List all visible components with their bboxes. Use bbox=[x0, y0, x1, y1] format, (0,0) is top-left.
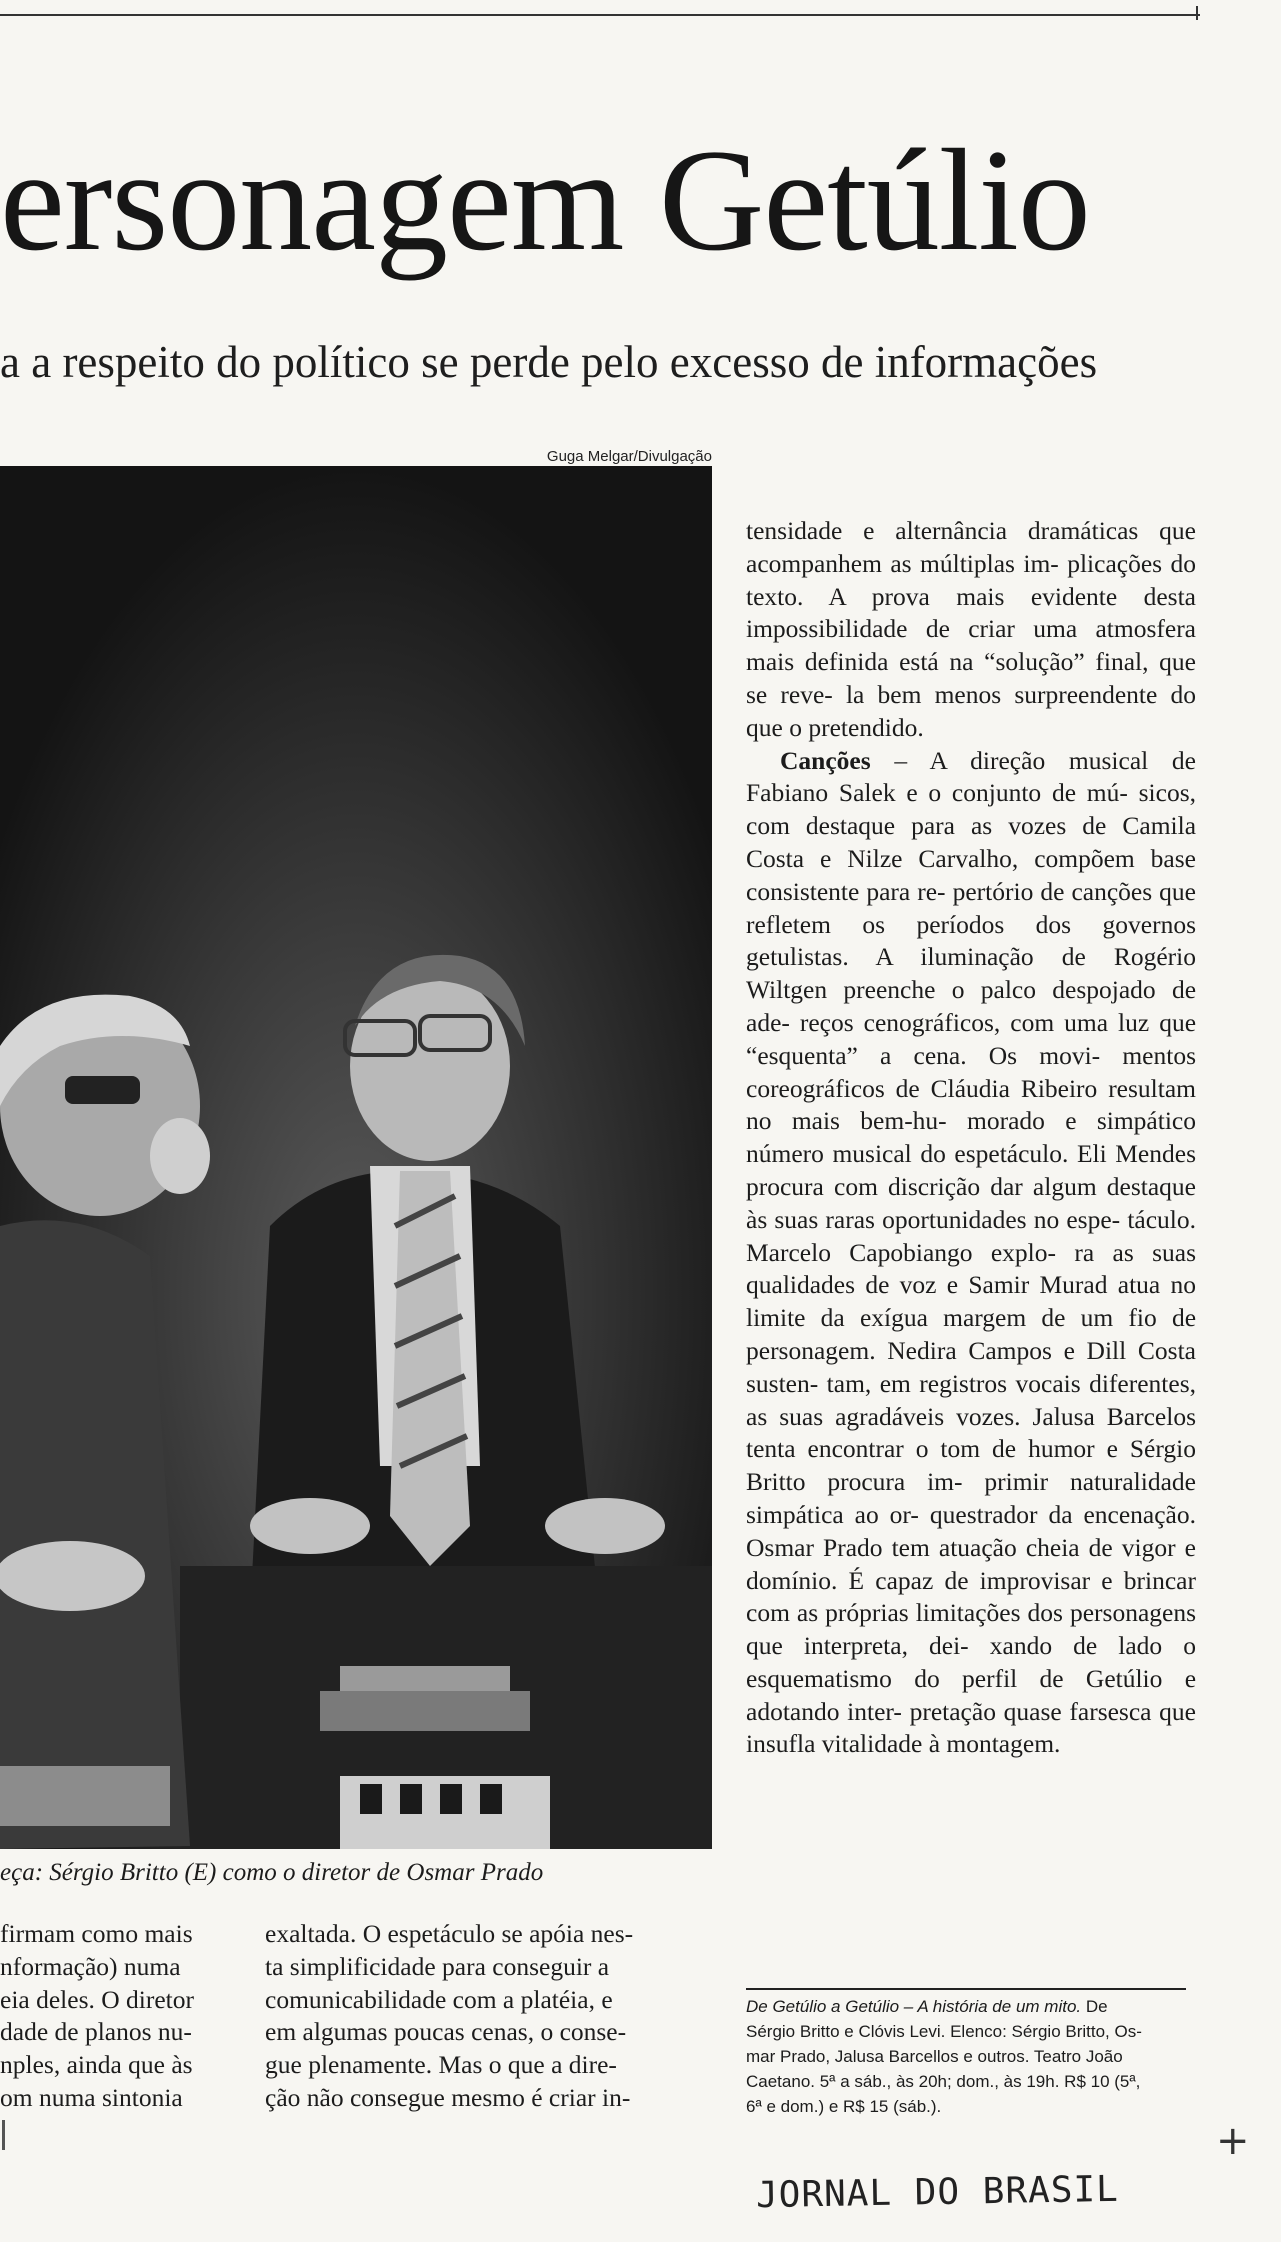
show-title: De Getúlio a Getúlio – A história de um mito. bbox=[746, 1997, 1082, 2016]
text-line: criar uma atmosfera mais definida bbox=[746, 614, 1197, 677]
text-line: domínio. É capaz de improvisar e bbox=[746, 1565, 1113, 1595]
text-line: Prado tem atuação cheia de vigor e bbox=[823, 1532, 1196, 1562]
text-line: firmam como mais bbox=[0, 1919, 193, 1948]
text-line: morado e simpático número musical bbox=[746, 1106, 1196, 1169]
text-line: de Camila Costa e Nilze Carvalho, bbox=[746, 811, 1197, 873]
text-line: tam, em registros vocais diferentes, bbox=[826, 1368, 1196, 1398]
text-line: do espetáculo. Eli Mendes procura bbox=[746, 1139, 1196, 1201]
text-line: dos personagens que interpreta, dei- bbox=[746, 1598, 1197, 1661]
text-line: vitalidade à montagem. bbox=[821, 1729, 1061, 1759]
article-right-column bbox=[746, 515, 1196, 1761]
text-line: primir naturalidade simpática ao or- bbox=[746, 1467, 1196, 1529]
text-line: questrador da encenação. Osmar bbox=[746, 1499, 1197, 1562]
text-line: reços cenográficos, com uma luz bbox=[799, 1007, 1150, 1037]
info-box-rule bbox=[746, 1988, 1186, 1990]
paragraph-2 bbox=[746, 745, 1196, 1762]
text-line: eia deles. O diretor bbox=[0, 1984, 195, 2014]
text-line: Barcelos tenta encontrar o tom de bbox=[746, 1401, 1196, 1464]
text-line: margem de um fio de personagem. bbox=[746, 1303, 1197, 1365]
text-line: ta simplificidade para conseguir a bbox=[265, 1951, 610, 1981]
text-line: ra as suas qualidades de voz e Samir bbox=[746, 1237, 1197, 1300]
top-rule-tick bbox=[1196, 6, 1198, 20]
article-bottom-middle-column bbox=[265, 1918, 705, 2115]
text-line: as suas agradáveis vozes. Jalusa bbox=[746, 1401, 1095, 1431]
text-line: sicos, com destaque para as vozes bbox=[746, 778, 1196, 841]
text-line: plicações do texto. A prova mais bbox=[746, 548, 1196, 611]
text-line: Nedira Campos e Dill Costa susten- bbox=[746, 1335, 1196, 1398]
text-line: que “esquenta” a cena. Os movi- bbox=[746, 1007, 1197, 1070]
section-subhead: Canções bbox=[780, 745, 871, 775]
text-line: evidente desta impossibilidade de bbox=[746, 581, 1196, 644]
article-photo bbox=[0, 466, 712, 1849]
text-line: De bbox=[1081, 1997, 1108, 2016]
text-line: períodos dos governos getulistas. A bbox=[746, 909, 1196, 972]
top-rule bbox=[0, 14, 1200, 16]
text-line: ção não consegue mesmo é criar in- bbox=[265, 2082, 631, 2112]
show-info-box bbox=[746, 1994, 1196, 2119]
text-line: tensidade e alternância dramáticas bbox=[746, 516, 1139, 545]
text-line: em algumas poucas cenas, o conse- bbox=[265, 2017, 627, 2047]
text-line: mar Prado, Jalusa Barcellos e outros. Teatro João bbox=[746, 2047, 1123, 2066]
text-line: Caetano. 5ª a sáb., às 20h; dom., às 19h. R$ 10 (5ª, bbox=[746, 2072, 1141, 2091]
handwritten-source: JORNAL DO BRASIL bbox=[755, 2168, 1120, 2217]
text-line: pertório de canções que refletem os bbox=[746, 876, 1196, 939]
page-mark: + bbox=[1216, 2118, 1250, 2164]
paragraph-1 bbox=[746, 515, 1196, 745]
text-line: brincar com as próprias limitações bbox=[746, 1565, 1196, 1628]
text-line: gue plenamente. Mas o que a dire- bbox=[265, 2050, 617, 2080]
text-line: Murad atua no limite da exígua bbox=[746, 1270, 1196, 1333]
margin-mark bbox=[2, 2120, 5, 2150]
text-line: com discrição dar algum destaque bbox=[834, 1171, 1197, 1201]
text-line: táculo. Marcelo Capobiango explo- bbox=[746, 1204, 1196, 1267]
text-line: compõem base consistente para re- bbox=[746, 843, 1196, 906]
text-line: xando de lado o esquematismo do bbox=[746, 1631, 1196, 1693]
text-line: Fabiano Salek e o conjunto de mú- bbox=[746, 778, 1128, 808]
text-line: o pretendido. bbox=[789, 712, 924, 742]
text-line: – A direção musical de bbox=[870, 745, 1196, 775]
article-bottom-left-column bbox=[0, 1918, 224, 2115]
headline: ersonagem Getúlio bbox=[0, 119, 1090, 281]
text-line: às suas raras oportunidades no espe- bbox=[746, 1204, 1121, 1234]
text-line: la bem menos surpreendente do que bbox=[746, 679, 1196, 742]
text-line: exaltada. O espetáculo se apóia nes- bbox=[265, 1919, 634, 1948]
text-line: preenche o palco despojado de ade- bbox=[746, 975, 1197, 1037]
text-line: comunicabilidade com a platéia, e bbox=[265, 1984, 613, 2014]
text-line: perfil de Getúlio e adotando inter- bbox=[746, 1663, 1197, 1726]
text-line: 6ª e dom.) e R$ 15 (sáb.). bbox=[746, 2097, 942, 2116]
text-line: Ribeiro resultam no mais bem-hu- bbox=[746, 1073, 1196, 1136]
photo-illustration bbox=[0, 466, 712, 1849]
text-line: om numa sintonia bbox=[0, 2082, 183, 2112]
text-line: nformação) numa bbox=[0, 1951, 181, 1981]
text-line: está na “solução” final, que se reve- bbox=[746, 647, 1196, 709]
text-line: mentos coreográficos de Cláudia bbox=[746, 1040, 1197, 1103]
subheadline: a a respeito do político se perde pelo excesso de informações bbox=[0, 337, 1098, 387]
photo-caption: eça: Sérgio Britto (E) como o diretor de Osmar Prado bbox=[0, 1859, 544, 1886]
text-line: nples, ainda que às bbox=[0, 2050, 193, 2080]
photo-credit: Guga Melgar/Divulgação bbox=[546, 448, 712, 465]
text-line: iluminação de Rogério Wiltgen bbox=[746, 942, 1196, 1005]
text-line: humor e Sérgio Britto procura im- bbox=[746, 1434, 1196, 1497]
text-line: pretação quase farsesca que insufla bbox=[746, 1696, 1197, 1759]
text-line: que acompanhem as múltiplas im- bbox=[746, 516, 1196, 578]
text-line: dade de planos nu- bbox=[0, 2017, 192, 2047]
text-line: Sérgio Britto e Clóvis Levi. Elenco: Sérgio Britto, Os- bbox=[746, 2022, 1142, 2041]
